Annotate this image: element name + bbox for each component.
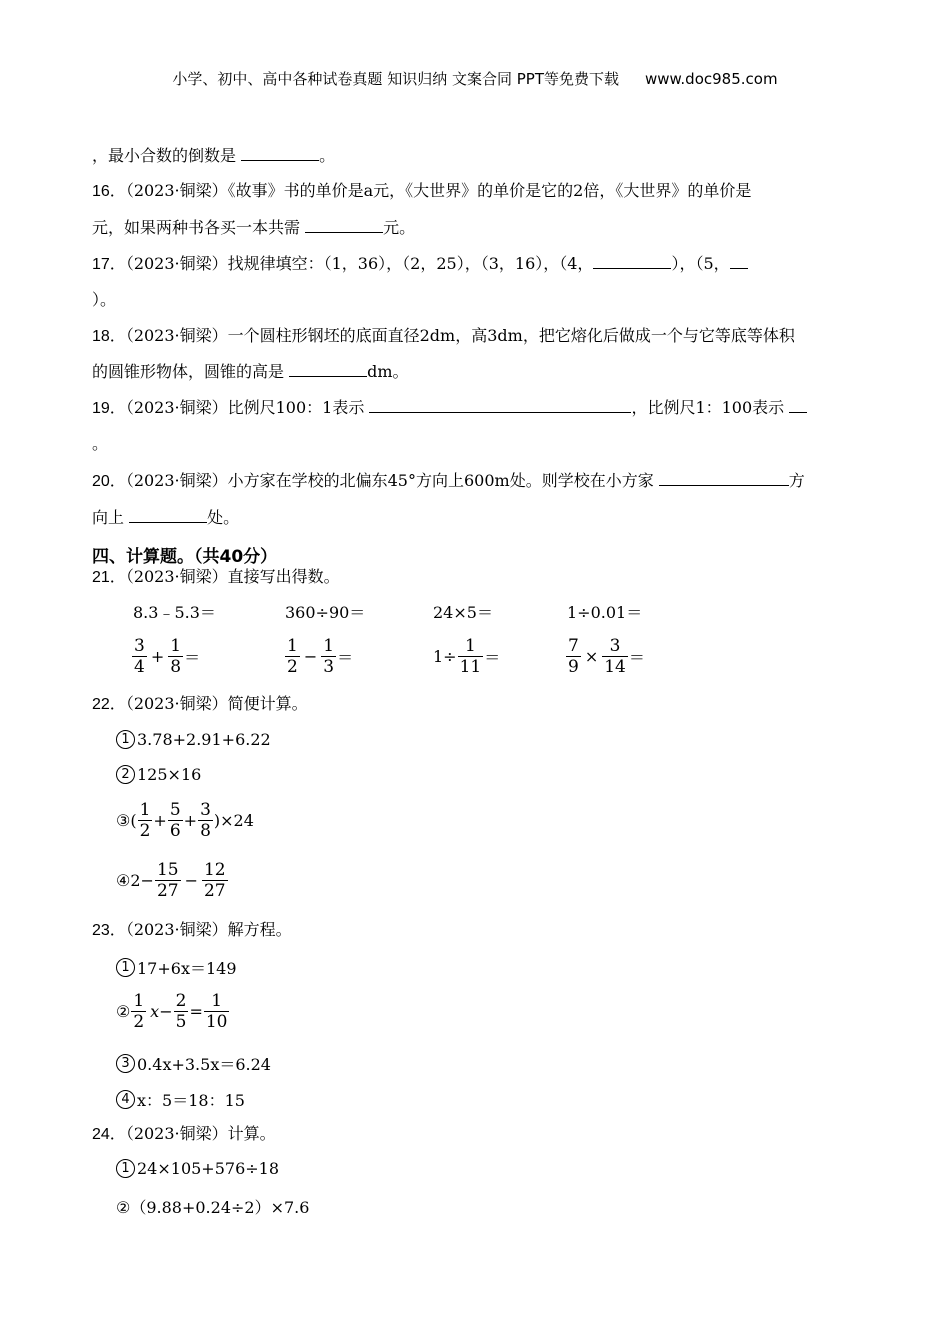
q19-number: 19． [92,400,126,417]
q20-text: 小方家在学校的北偏东45°方向上600m处。则学校在小方家 [227,471,659,490]
q20-line2 [92,508,239,528]
circled-number: 3 [116,1054,135,1073]
q24-item-2: ②（9.88+0.24÷2）×7.6 [116,1198,310,1217]
q21-item-8: $\frac{7}{9}$ × $\frac{3}{14}$ ＝ [568,636,645,677]
q18-line2 [92,362,409,382]
fraction: $\frac{5}{6}$ [169,800,181,841]
header-url[interactable]: www.doc985.com [644,70,778,88]
q22-number: 22． [92,696,126,713]
q18-answer-blank[interactable] [289,362,367,377]
q21-item-6: $\frac{1}{2}$ − $\frac{1}{3}$ ＝ [287,636,354,677]
q22-text: 简便计算。 [227,694,308,713]
fraction: $\frac{1}{2}$ [133,991,145,1032]
q22-item-4: ④ 2− $\frac{15}{27}$ − $\frac{12}{27}$ [116,860,226,901]
q21-item-5: $\frac{3}{4}$ + $\frac{1}{8}$ ＝ [134,636,201,677]
q22-source: （2023·铜梁） [125,694,228,713]
q21-item-4: 1÷0.01＝ [567,603,643,622]
q21-item-7: 1÷ $\frac{1}{11}$ ＝ [433,636,501,677]
q16-answer-blank[interactable] [305,218,383,233]
q24-prompt [92,1124,276,1145]
q20-answer-blank-1[interactable] [659,471,789,486]
q16-line2 [92,218,415,238]
q21-prompt [92,567,340,588]
q17-number: 17． [92,256,126,273]
q17-answer-blank-2[interactable] [730,254,748,269]
header-text: 小学、初中、高中各种试卷真题 知识归纳 文案合同 PPT等免费下载 [172,70,619,88]
q20-source: （2023·铜梁） [125,471,228,490]
q18-source: （2023·铜梁） [125,326,228,345]
q24-item-1: 1 24×105+576÷18 [116,1159,279,1178]
q19-line2 [92,434,108,454]
fraction: $\frac{1}{11}$ [459,636,482,677]
circled-number: 1 [116,958,135,977]
q15-text: ，最小合数的倒数是 [92,146,242,165]
fraction: $\frac{15}{27}$ [156,860,179,901]
q16-text2: 元，如果两种书各买一本共需 [92,218,306,237]
q20-line1 [92,471,805,492]
circled-number: 1 [116,1159,135,1178]
q21-number: 21． [92,569,126,586]
q17-answer-blank-1[interactable] [593,254,671,269]
q21-text: 直接写出得数。 [227,567,340,586]
q23-prompt [92,920,292,941]
q21-source: （2023·铜梁） [125,567,228,586]
q19-source: （2023·铜梁） [125,398,228,417]
q18-line1 [92,326,795,347]
q16-line1 [92,181,751,202]
q23-item-2: ② $\frac{1}{2}$ x− $\frac{2}{5}$ = $\frac{1}{10}$ [116,991,228,1032]
q17-source: （2023·铜梁） [125,254,228,273]
q15-end: 。 [319,146,336,165]
q21-item-3: 24×5＝ [433,603,493,622]
q23-source: （2023·铜梁） [125,920,228,939]
q22-item-1: 1 3.78+2.91+6.22 [116,730,271,749]
q17-end: ）。 [92,290,117,309]
fraction: $\frac{1}{8}$ [170,636,182,677]
q18-number: 18． [92,328,126,345]
fraction: $\frac{1}{2}$ [287,636,298,677]
q22-prompt [92,694,308,715]
q21-item-1: 8.3﹣5.3＝ [133,603,216,622]
q19-answer-blank-1[interactable] [369,398,631,413]
fraction: $\frac{7}{9}$ [568,636,579,677]
q20-number: 20． [92,473,126,490]
circled-number: 1 [116,730,135,749]
q24-number: 24． [92,1126,126,1143]
q19-line1 [92,398,807,419]
q19-answer-blank-2[interactable] [789,398,807,413]
q22-item-2: 2 125×16 [116,765,201,784]
q20-text2: 方 [788,471,805,490]
q23-item-1: 1 17+6x＝149 [116,956,237,979]
q16-number: 16． [92,183,126,200]
q22-item-3: ③ ( $\frac{1}{2}$ + $\frac{5}{6}$ + $\frac{3}{8}$ )×24 [116,800,254,841]
q23-text: 解方程。 [227,920,292,939]
q19-text2: ，比例尺1：100表示 [631,398,790,417]
q17-line1 [92,254,748,275]
q23-item-4: 4 x：5＝18：15 [116,1088,245,1111]
fraction: $\frac{3}{4}$ [134,636,145,677]
q20-answer-blank-2[interactable] [129,508,207,523]
q19-text: 比例尺100：1表示 [227,398,370,417]
fraction: $\frac{12}{27}$ [203,860,226,901]
q16-source: （2023·铜梁） [125,181,228,200]
q16-unit: 元。 [383,218,416,237]
circled-number: 4 [116,1090,135,1109]
q18-unit: dm。 [367,362,409,381]
q16-text: 《故事》书的单价是a元，《大世界》的单价是它的2倍，《大世界》的单价是 [227,181,752,200]
fraction: $\frac{1}{2}$ [139,800,151,841]
fraction: $\frac{3}{14}$ [604,636,626,677]
fraction: $\frac{3}{8}$ [200,800,211,841]
q17-text: 找规律填空：（1，36），（2，25），（3，16），（4， [227,254,594,273]
page-header [0,68,950,89]
fraction: $\frac{1}{3}$ [323,636,335,677]
fraction: $\frac{2}{5}$ [175,991,187,1032]
q15-tail [92,146,335,166]
fraction: $\frac{1}{10}$ [205,991,228,1032]
section-4-title: 四、计算题。（共40分） [92,547,278,567]
q24-text: 计算。 [227,1124,276,1143]
q21-item-2: 360÷90＝ [285,603,366,622]
q23-number: 23． [92,922,126,939]
circled-number: 2 [116,765,135,784]
q23-item-3: 3 0.4x+3.5x＝6.24 [116,1052,271,1075]
q19-end: 。 [92,434,109,453]
q17-line2 [92,290,116,310]
q18-text: 一个圆柱形钢坯的底面直径2dm，高3dm，把它熔化后做成一个与它等底等体积 [227,326,795,345]
q18-text2: 的圆锥形物体，圆锥的高是 [92,362,290,381]
q20-text3: 向上 [92,508,130,527]
q17-text2: ），（5， [671,254,730,273]
q15-answer-blank[interactable] [241,146,319,161]
q24-source: （2023·铜梁） [125,1124,228,1143]
q20-end: 处。 [207,508,240,527]
